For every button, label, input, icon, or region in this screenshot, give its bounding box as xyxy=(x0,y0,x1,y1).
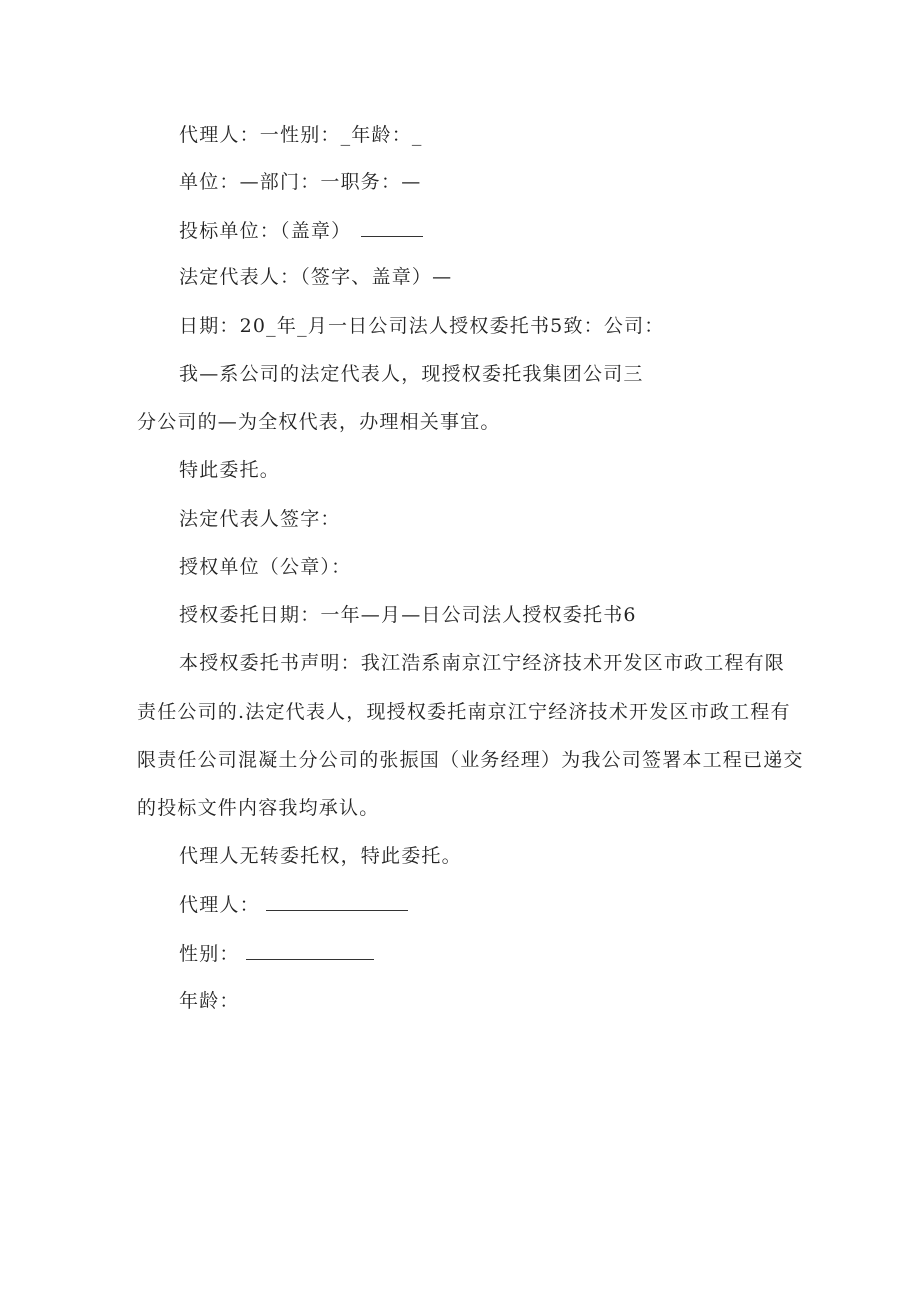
legal-rep-signature-line: 法定代表人签字： xyxy=(179,508,341,530)
agent-field-line xyxy=(179,892,408,917)
authorization-date-line: 授权委托日期：一年—月—日公司法人授权委托书6 xyxy=(179,604,637,626)
agent-field-blank xyxy=(266,892,408,911)
agent-info-line: 代理人：一性别：_年龄：_ xyxy=(179,124,423,146)
declaration-line-1: 本授权委托书声明：我江浩系南京江宁经济技术开发区市政工程有限 xyxy=(179,652,786,674)
bidder-unit-label: 投标单位：（盖章） xyxy=(179,220,352,242)
gender-field-line xyxy=(179,941,374,966)
authorization-body-line-1: 我—系公司的法定代表人，现授权委托我集团公司三 xyxy=(179,363,644,385)
agent-field-label: 代理人： xyxy=(179,894,260,916)
gender-field-label: 性别： xyxy=(179,943,240,965)
hereby-entrust-line: 特此委托。 xyxy=(179,459,281,481)
age-field-line: 年龄： xyxy=(179,990,240,1012)
gender-field-blank xyxy=(246,941,374,960)
bidder-unit-line xyxy=(179,218,423,243)
declaration-line-3: 限责任公司混凝土分公司的张振国（业务经理）为我公司签署本工程已递交 xyxy=(137,749,804,771)
authorization-body-line-2: 分公司的—为全权代表，办理相关事宜。 xyxy=(137,411,501,433)
date-line: 日期：20_年_月一日公司法人授权委托书5致：公司： xyxy=(179,315,665,337)
legal-rep-line: 法定代表人：（签字、盖章）— xyxy=(179,266,453,288)
no-sub-delegation-line: 代理人无转委托权，特此委托。 xyxy=(179,845,462,867)
declaration-line-2: 责任公司的.法定代表人，现授权委托南京江宁经济技术开发区市政工程有 xyxy=(137,701,791,723)
bidder-unit-blank xyxy=(361,218,423,237)
authorizing-unit-line: 授权单位（公章）： xyxy=(179,556,352,578)
declaration-line-4: 的投标文件内容我均承认。 xyxy=(137,797,380,819)
unit-info-line: 单位：—部门：一职务：— xyxy=(179,171,422,193)
